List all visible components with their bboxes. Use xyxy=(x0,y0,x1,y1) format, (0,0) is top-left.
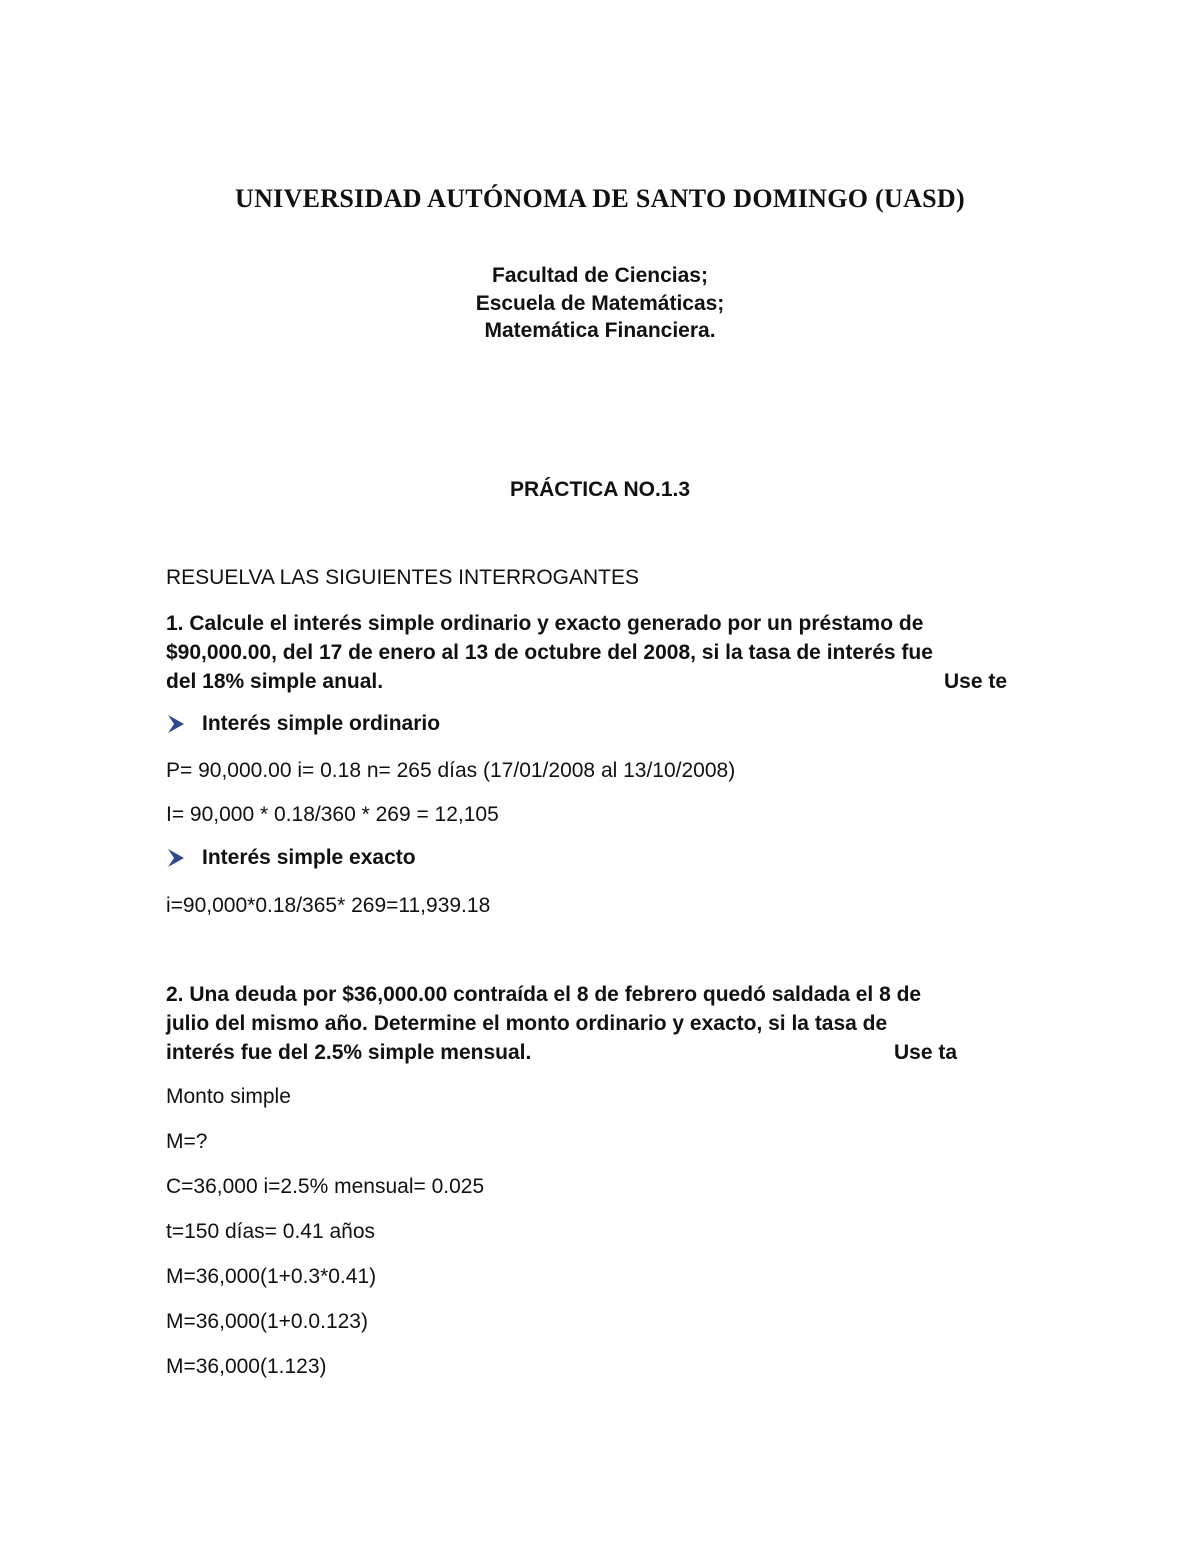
step-line: M=36,000(1.123) xyxy=(166,1355,327,1378)
ordinary-interest-heading-text: Interés simple ordinario xyxy=(202,712,441,735)
arrow-bullet-icon xyxy=(166,713,186,735)
university-title: UNIVERSIDAD AUTÓNOMA DE SANTO DOMINGO (UASD) xyxy=(235,184,965,213)
problem-2-line-1: 2. Una deuda por $36,000.00 contraída el 8 de febrero quedó saldada el 8 de xyxy=(166,983,922,1006)
step-line: M=? xyxy=(166,1130,208,1153)
practice-title: PRÁCTICA NO.1.3 xyxy=(509,478,691,501)
problem-1-line-3-text: del 18% simple anual. xyxy=(166,670,384,693)
problem-1-line-3 xyxy=(166,667,1046,696)
problem-1-line-1: 1. Calcule el interés simple ordinario y exacto generado por un préstamo de xyxy=(166,612,924,635)
step-line: C=36,000 i=2.5% mensual= 0.025 xyxy=(166,1175,485,1198)
arrow-bullet-icon xyxy=(166,847,186,869)
school-line: Escuela de Matemáticas; xyxy=(475,292,725,315)
instructions-heading: RESUELVA LAS SIGUIENTES INTERROGANTES xyxy=(166,566,640,589)
problem-2-line-3-tail: Use ta xyxy=(894,1041,958,1064)
ordinary-given-values: P= 90,000.00 i= 0.18 n= 265 días (17/01/2008 al 13/10/2008) xyxy=(166,759,736,782)
problem-2-statement xyxy=(166,980,1046,1067)
problem-1-statement xyxy=(166,609,1046,696)
step-line: t=150 días= 0.41 años xyxy=(166,1220,376,1243)
problem-1-line-3-tail: Use te xyxy=(944,670,1008,693)
step-line: M=36,000(1+0.3*0.41) xyxy=(166,1265,377,1288)
exact-interest-heading xyxy=(166,846,416,870)
problem-2-line-3 xyxy=(166,1038,1046,1067)
exact-interest-heading-text: Interés simple exacto xyxy=(202,846,416,869)
problem-1-line-2: $90,000.00, del 17 de enero al 13 de octubre del 2008, si la tasa de interés fue xyxy=(166,641,933,664)
problem-2-line-3-text: interés fue del 2.5% simple mensual. xyxy=(166,1041,532,1064)
ordinary-interest-heading xyxy=(166,712,440,736)
faculty-line: Facultad de Ciencias; xyxy=(492,264,708,287)
problem-2-line-2: julio del mismo año. Determine el monto ordinario y exacto, si la tasa de xyxy=(166,1012,888,1035)
step-line: M=36,000(1+0.0.123) xyxy=(166,1310,368,1333)
ordinary-calculation: I= 90,000 * 0.18/360 * 269 = 12,105 xyxy=(166,803,499,826)
step-line: Monto simple xyxy=(166,1085,291,1108)
course-line: Matemática Financiera. xyxy=(484,319,716,342)
exact-calculation: i=90,000*0.18/365* 269=11,939.18 xyxy=(166,894,491,917)
